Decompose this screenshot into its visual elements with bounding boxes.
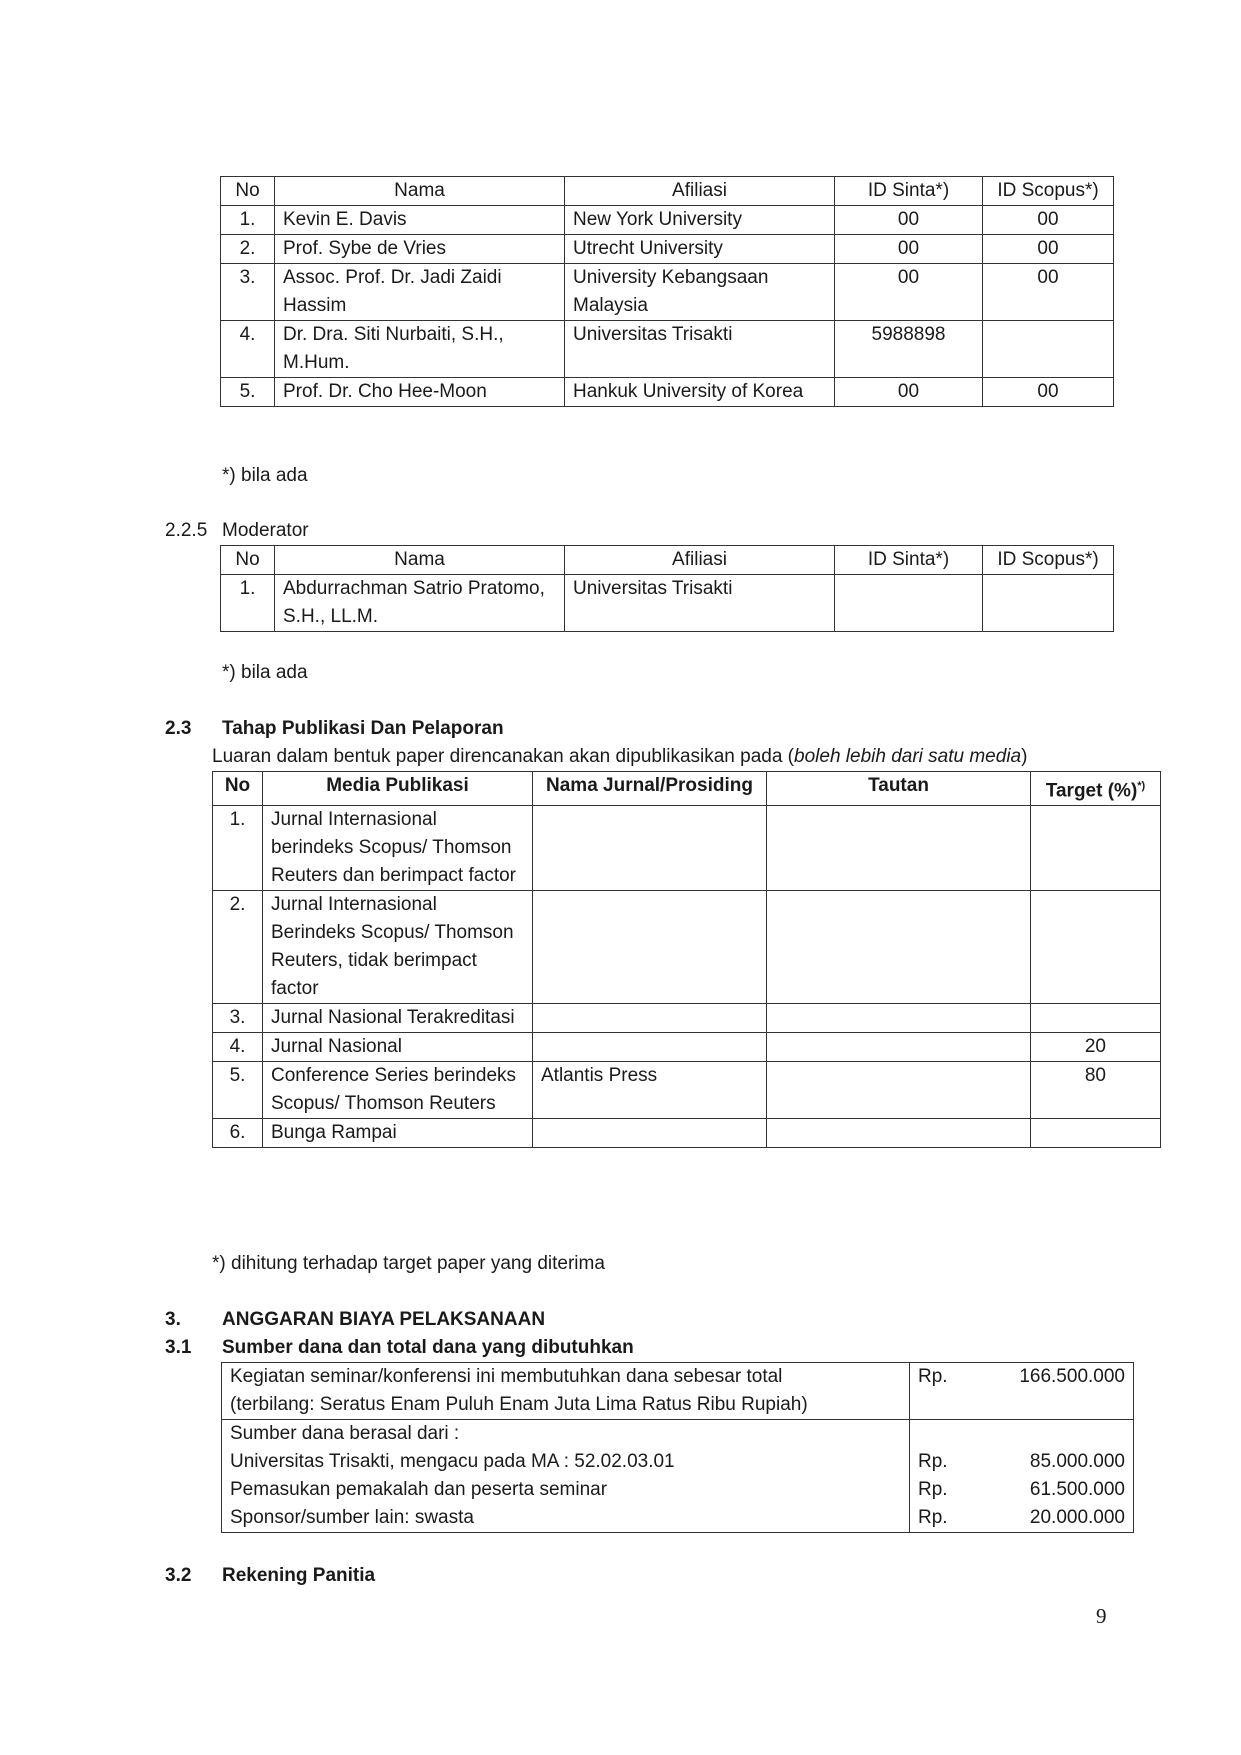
intro-italic-text: boleh lebih dari satu media <box>794 746 1022 767</box>
cell-nama: Abdurrachman Satrio Pratomo, S.H., LL.M. <box>275 575 565 632</box>
cell-media: Jurnal Nasional Terakreditasi <box>263 1004 533 1033</box>
cell-tautan <box>767 1033 1031 1062</box>
table-header-row <box>213 772 1161 806</box>
table-row <box>213 806 1161 891</box>
col-header-no: No <box>213 772 263 806</box>
col-header-tautan: Tautan <box>767 772 1031 806</box>
source-amount: 61.500.000 <box>1029 1479 1125 1500</box>
intro-text-end: ) <box>1021 746 1028 767</box>
cell-afiliasi: New York University <box>565 206 835 235</box>
publication-intro <box>212 743 1027 771</box>
table-row <box>221 235 1114 264</box>
cell-no: 1. <box>213 806 263 891</box>
cell-afiliasi: Universitas Trisakti <box>565 321 835 378</box>
budget-heading: ANGGARAN BIAYA PELAKSANAAN <box>222 1309 546 1330</box>
cell-no: 2. <box>213 891 263 1004</box>
target-header-sup: *) <box>1137 780 1146 792</box>
table-row <box>221 378 1114 407</box>
rekening-heading: Rekening Panitia <box>222 1565 376 1586</box>
cell-id-scopus: 00 <box>983 264 1114 321</box>
cell-id-sinta: 00 <box>835 264 983 321</box>
budget-sources-description <box>222 1420 910 1533</box>
cell-nama-jurnal <box>533 806 767 891</box>
cell-nama-jurnal <box>533 1004 767 1033</box>
cell-tautan <box>767 1119 1031 1148</box>
col-header-id-scopus: ID Scopus*) <box>983 546 1114 575</box>
cell-target: 80 <box>1031 1062 1161 1119</box>
col-header-id-sinta: ID Sinta*) <box>835 546 983 575</box>
cell-id-sinta: 5988898 <box>835 321 983 378</box>
cell-nama: Assoc. Prof. Dr. Jadi Zaidi Hassim <box>275 264 565 321</box>
col-header-id-scopus: ID Scopus*) <box>983 177 1114 206</box>
page-number: 9 <box>1096 1604 1107 1628</box>
col-header-nama: Nama <box>275 177 565 206</box>
cell-nama: Dr. Dra. Siti Nurbaiti, S.H., M.Hum. <box>275 321 565 378</box>
cell-target <box>1031 891 1161 1004</box>
moderator-heading-number: 2.2.5 <box>165 520 208 541</box>
table-row <box>221 575 1114 632</box>
table-row <box>213 1033 1161 1062</box>
cell-id-scopus <box>983 575 1114 632</box>
col-header-afiliasi: Afiliasi <box>565 177 835 206</box>
cell-no: 5. <box>221 378 275 407</box>
cell-id-scopus: 00 <box>983 206 1114 235</box>
total-line-2: (terbilang: Seratus Enam Puluh Enam Juta Lima Ratus Ribu Rupiah) <box>230 1394 808 1415</box>
col-header-no: No <box>221 546 275 575</box>
cell-no: 1. <box>221 575 275 632</box>
currency-label: Rp. <box>918 1366 948 1387</box>
cell-media: Jurnal Internasional Berindeks Scopus/ Thomson Reuters, tidak berimpact factor <box>263 891 533 1004</box>
budget-subheading: Sumber dana dan total dana yang dibutuhkan <box>222 1337 634 1358</box>
table-row <box>221 264 1114 321</box>
cell-afiliasi: Hankuk University of Korea <box>565 378 835 407</box>
cell-id-sinta: 00 <box>835 235 983 264</box>
source-label: Pemasukan pemakalah dan peserta seminar <box>230 1479 608 1500</box>
total-line-1: Kegiatan seminar/konferensi ini membutuhkan dana sebesar total <box>230 1366 783 1387</box>
cell-media: Jurnal Nasional <box>263 1033 533 1062</box>
speakers-table <box>220 176 1114 407</box>
cell-nama: Prof. Dr. Cho Hee-Moon <box>275 378 565 407</box>
cell-afiliasi: Universitas Trisakti <box>565 575 835 632</box>
budget-table <box>221 1362 1134 1533</box>
total-amount: 166.500.000 <box>1019 1366 1125 1387</box>
col-header-id-sinta: ID Sinta*) <box>835 177 983 206</box>
cell-id-sinta: 00 <box>835 378 983 407</box>
source-label: Universitas Trisakti, mengacu pada MA : 52.02.03.01 <box>230 1451 675 1472</box>
col-header-media: Media Publikasi <box>263 772 533 806</box>
cell-tautan <box>767 891 1031 1004</box>
moderator-heading: Moderator <box>222 520 309 541</box>
cell-no: 3. <box>213 1004 263 1033</box>
target-header-text: Target (%) <box>1045 780 1138 802</box>
cell-nama-jurnal <box>533 891 767 1004</box>
budget-subheading-number: 3.1 <box>165 1337 192 1358</box>
cell-no: 6. <box>213 1119 263 1148</box>
budget-heading-number: 3. <box>165 1309 181 1330</box>
source-label: Sponsor/sumber lain: swasta <box>230 1507 474 1528</box>
table-header-row <box>221 177 1114 206</box>
sources-title: Sumber dana berasal dari : <box>230 1423 460 1444</box>
cell-tautan <box>767 806 1031 891</box>
source-amount: 85.000.000 <box>1029 1451 1125 1472</box>
cell-no: 5. <box>213 1062 263 1119</box>
cell-nama-jurnal <box>533 1119 767 1148</box>
cell-afiliasi: University Kebangsaan Malaysia <box>565 264 835 321</box>
cell-no: 4. <box>213 1033 263 1062</box>
table-row <box>221 321 1114 378</box>
cell-nama-jurnal: Atlantis Press <box>533 1062 767 1119</box>
col-header-nama: Nama <box>275 546 565 575</box>
cell-target <box>1031 1119 1161 1148</box>
col-header-target <box>1031 772 1161 806</box>
cell-id-scopus <box>983 321 1114 378</box>
source-amount: 20.000.000 <box>1029 1507 1125 1528</box>
cell-id-sinta <box>835 575 983 632</box>
moderator-footnote: *) bila ada <box>222 662 308 683</box>
cell-afiliasi: Utrecht University <box>565 235 835 264</box>
cell-nama-jurnal <box>533 1033 767 1062</box>
cell-no: 1. <box>221 206 275 235</box>
currency-label: Rp. <box>918 1451 948 1472</box>
table-row <box>213 1062 1161 1119</box>
col-header-afiliasi: Afiliasi <box>565 546 835 575</box>
cell-no: 4. <box>221 321 275 378</box>
budget-total-amount-cell <box>910 1363 1134 1420</box>
table-row <box>221 206 1114 235</box>
cell-nama: Prof. Sybe de Vries <box>275 235 565 264</box>
budget-total-row <box>222 1363 1134 1420</box>
table-row <box>213 891 1161 1004</box>
publication-footnote: *) dihitung terhadap target paper yang diterima <box>212 1253 605 1274</box>
budget-sources-row <box>222 1420 1134 1533</box>
rekening-heading-number: 3.2 <box>165 1565 192 1586</box>
cell-media: Bunga Rampai <box>263 1119 533 1148</box>
col-header-nama-jurnal: Nama Jurnal/Prosiding <box>533 772 767 806</box>
publication-heading: Tahap Publikasi Dan Pelaporan <box>222 718 504 739</box>
currency-label: Rp. <box>918 1507 948 1528</box>
publication-heading-number: 2.3 <box>165 718 192 739</box>
cell-id-sinta: 00 <box>835 206 983 235</box>
cell-no: 2. <box>221 235 275 264</box>
table-row <box>213 1119 1161 1148</box>
currency-label: Rp. <box>918 1479 948 1500</box>
budget-total-description <box>222 1363 910 1420</box>
cell-media: Conference Series berindeks Scopus/ Thomson Reuters <box>263 1062 533 1119</box>
cell-id-scopus: 00 <box>983 378 1114 407</box>
cell-no: 3. <box>221 264 275 321</box>
speakers-footnote: *) bila ada <box>222 465 308 486</box>
cell-tautan <box>767 1062 1031 1119</box>
intro-text: Luaran dalam bentuk paper direncanakan akan dipublikasikan pada ( <box>212 746 795 767</box>
budget-sources-amounts <box>910 1420 1134 1533</box>
col-header-no: No <box>221 177 275 206</box>
table-header-row <box>221 546 1114 575</box>
publication-table <box>212 771 1161 1148</box>
cell-id-scopus: 00 <box>983 235 1114 264</box>
cell-target <box>1031 806 1161 891</box>
cell-tautan <box>767 1004 1031 1033</box>
cell-nama: Kevin E. Davis <box>275 206 565 235</box>
table-row <box>213 1004 1161 1033</box>
moderator-table <box>220 545 1114 632</box>
cell-target: 20 <box>1031 1033 1161 1062</box>
cell-media: Jurnal Internasional berindeks Scopus/ Thomson Reuters dan berimpact factor <box>263 806 533 891</box>
cell-target <box>1031 1004 1161 1033</box>
